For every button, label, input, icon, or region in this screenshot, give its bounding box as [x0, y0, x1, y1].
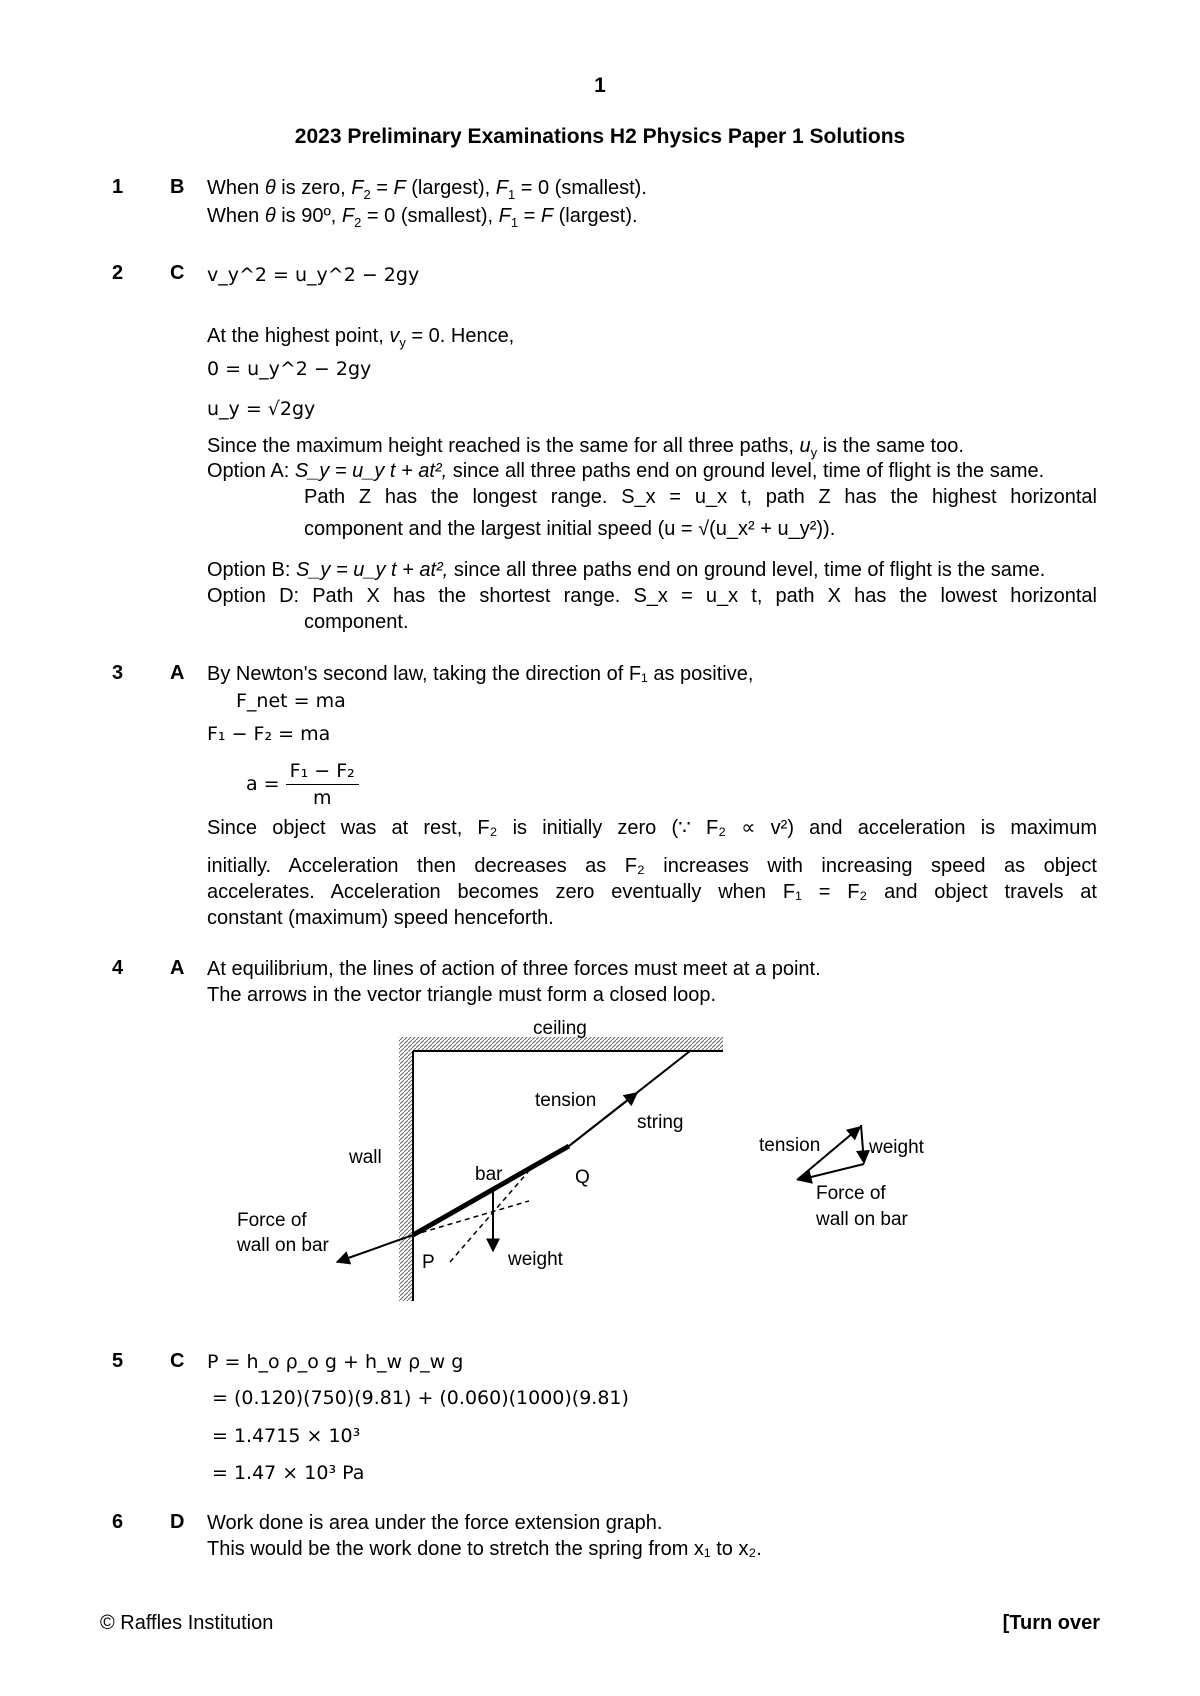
bar — [413, 1146, 569, 1235]
question-number: 6 — [112, 1511, 124, 1533]
q2-equation-3: u_y = √2gy — [207, 398, 316, 420]
label-triangle-force-line-1: Force of — [816, 1183, 886, 1204]
label-force-line-2: wall on bar — [237, 1235, 329, 1256]
question-number: 5 — [112, 1350, 124, 1372]
page-title: 2023 Preliminary Examinations H2 Physics Paper 1 Solutions — [294, 125, 906, 148]
label-string: string — [637, 1112, 684, 1133]
footer-turn-over: [Turn over — [1002, 1612, 1100, 1634]
label-wall: wall — [349, 1147, 382, 1168]
question-number: 2 — [112, 262, 124, 284]
q5-equation-3: = 1.4715 × 10³ — [212, 1425, 361, 1447]
q2-equation-1: v_y^2 = u_y^2 − 2gy — [207, 264, 420, 286]
q3-paragraph-line-4: constant (maximum) speed henceforth. — [207, 907, 554, 929]
q3-paragraph-line-3: accelerates. Acceleration becomes zero eventually when F₁ = F₂ and object travels at — [207, 881, 1097, 903]
triangle-wall-force — [799, 1164, 864, 1180]
q3-line-1: By Newton's second law, taking the direction of F₁ as positive, — [207, 663, 754, 685]
triangle-weight — [861, 1125, 864, 1163]
q5-equation-4: = 1.47 × 10³ Pa — [212, 1462, 365, 1484]
q5-equation-1: P = h_o ρ_o g + h_w ρ_w g — [207, 1351, 464, 1373]
q2-option-a-line-3: component and the largest initial speed (u = √(u_x² + u_y²)). — [304, 518, 836, 540]
footer-institution: © Raffles Institution — [100, 1612, 274, 1634]
q2-option-a: Option A: S_y = u_y t + at², since all three paths end on ground level, time of flight is the same. — [207, 460, 1045, 482]
dashed-line — [413, 1201, 529, 1235]
q2-text-1: At the highest point, $v_y = 0$. Hence, — [207, 325, 515, 350]
question-number: 1 — [112, 176, 124, 198]
answer-letter: B — [170, 176, 185, 198]
fraction: $\frac{\text{F₁ − F₂}}{m}$ — [286, 758, 359, 811]
answer-letter: A — [170, 662, 185, 684]
label-force-line-1: Force of — [237, 1210, 307, 1231]
q5-equation-2: = (0.120)(750)(9.81) + (0.060)(1000)(9.81) — [212, 1387, 629, 1409]
q3-paragraph-line-1: Since object was at rest, F₂ is initially zero (∵ F₂ ∝ v²) and acceleration is maximum — [207, 817, 1097, 839]
q3-paragraph-line-2: initially. Acceleration then decreases as F₂ increases with increasing speed as object — [207, 855, 1097, 877]
q2-option-d-line-2: component. — [304, 611, 409, 633]
answer-letter: D — [170, 1511, 185, 1533]
q6-line-2: This would be the work done to stretch the spring from x₁ to x₂. — [207, 1538, 762, 1560]
q2-option-d: Option D: Path X has the shortest range. S_x = u_x t, path X has the lowest horizontal — [207, 585, 1097, 607]
wall-hatch — [399, 1037, 413, 1301]
q2-equation-2: 0 = u_y^2 − 2gy — [207, 358, 372, 380]
label-triangle-tension: tension — [759, 1135, 821, 1156]
answer-letter: C — [170, 1350, 185, 1372]
question-number: 4 — [112, 957, 124, 979]
ceiling-hatch — [413, 1037, 723, 1051]
label-bar: bar — [475, 1164, 503, 1185]
label-Q: Q — [575, 1167, 590, 1188]
answer-letter: A — [170, 957, 185, 979]
q1-line-1: When θ is zero, $F_2 = F$ (largest), $F_1 = 0$ (smallest). — [207, 177, 647, 202]
q3-equation-2: F₁ − F₂ = ma — [207, 723, 331, 745]
answer-letter: C — [170, 262, 185, 284]
q3-equation-3: a = $\frac{\text{F₁ − F₂}}{m}$ — [246, 758, 359, 811]
label-P: P — [422, 1252, 435, 1273]
page-number: 1 — [594, 74, 606, 97]
q2-option-a-line-2: Path Z has the longest range. S_x = u_x t, path Z has the highest horizontal — [304, 486, 1097, 508]
question-number: 3 — [112, 662, 124, 684]
q1-line-2: When θ is 90º, $F_2 = 0$ (smallest), $F_1 = F$ (largest). — [207, 205, 638, 230]
label-weight: weight — [508, 1249, 563, 1270]
q3-equation-1: F_net = ma — [236, 690, 346, 712]
q4-line-1: At equilibrium, the lines of action of three forces must meet at a point. — [207, 958, 821, 980]
label-ceiling: ceiling — [533, 1018, 587, 1039]
label-triangle-force-line-2: wall on bar — [816, 1209, 908, 1230]
q2-text-2: Since the maximum height reached is the same for all three paths, $u_y$ is the same too. — [207, 435, 964, 460]
q2-option-b: Option B: S_y = u_y t + at², since all three paths end on ground level, time of flight is the same. — [207, 559, 1046, 581]
label-tension: tension — [535, 1090, 597, 1111]
label-triangle-weight: weight — [869, 1137, 924, 1158]
q4-line-2: The arrows in the vector triangle must form a closed loop. — [207, 984, 717, 1006]
q6-line-1: Work done is area under the force extension graph. — [207, 1512, 663, 1534]
